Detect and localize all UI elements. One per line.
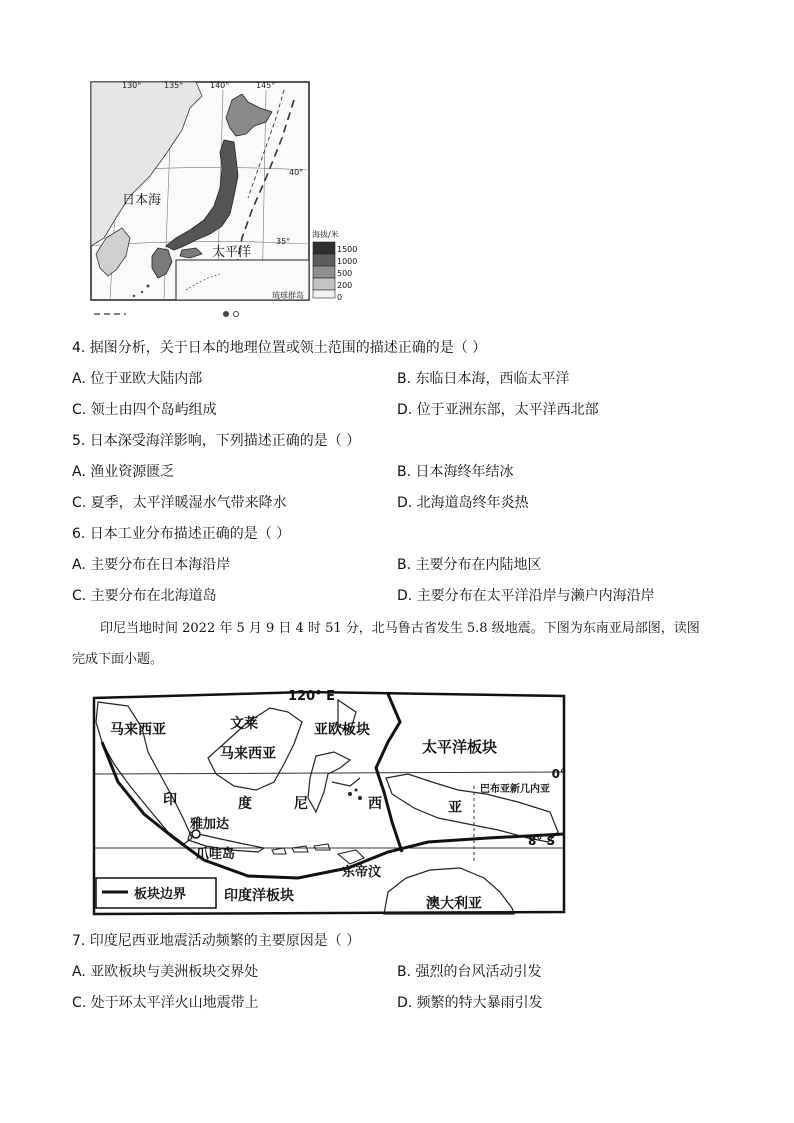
malaysia-label: 马来西亚 bbox=[110, 722, 166, 738]
legend-value: 0 bbox=[337, 293, 343, 302]
q5-option-b[interactable]: B. 日本海终年结冰 bbox=[397, 464, 514, 480]
sea-map-svg bbox=[88, 682, 572, 918]
indonesia-char-5: 亚 bbox=[448, 800, 462, 816]
q6-option-a[interactable]: A. 主要分布在日本海沿岸 bbox=[72, 557, 231, 573]
lat-label: 40° bbox=[289, 168, 304, 177]
southeast-asia-map bbox=[88, 682, 572, 918]
indonesia-char-2: 度 bbox=[238, 796, 252, 812]
indonesia-char-1: 印 bbox=[163, 792, 177, 808]
legend-value: 500 bbox=[337, 269, 353, 278]
brunei-label: 文莱 bbox=[230, 716, 258, 732]
q4-option-c[interactable]: C. 领土由四个岛屿组成 bbox=[72, 402, 217, 418]
pacific-plate-label: 太平洋板块 bbox=[422, 738, 498, 756]
legend-swatch-200 bbox=[313, 278, 335, 290]
legend-value: 200 bbox=[337, 281, 353, 290]
lat-0-label: 0° bbox=[551, 767, 566, 781]
lon-label: 135° bbox=[164, 81, 184, 90]
lon-120e-label: 120° E bbox=[288, 689, 336, 704]
sea-of-japan-label: 日本海 bbox=[122, 193, 162, 208]
japan-map-svg bbox=[86, 78, 358, 320]
intro-line-2: 完成下面小题。 bbox=[72, 652, 164, 667]
q4-option-b[interactable]: B. 东临日本海，西临太平洋 bbox=[397, 371, 570, 387]
malaysia-borneo-label: 马来西亚 bbox=[220, 746, 276, 762]
q6-option-b[interactable]: B. 主要分布在内陆地区 bbox=[397, 557, 542, 573]
australia-label: 澳大利亚 bbox=[426, 896, 482, 912]
indonesia-char-4: 西 bbox=[368, 796, 382, 812]
q5-option-c[interactable]: C. 夏季，太平洋暖湿水气带来降水 bbox=[72, 495, 287, 511]
question-7-stem: 7. 印度尼西亚地震活动频繁的主要原因是（ ） bbox=[72, 933, 361, 949]
q5-option-a[interactable]: A. 渔业资源匮乏 bbox=[72, 464, 175, 480]
legend-label: 板块边界 bbox=[134, 887, 187, 902]
question-5-stem: 5. 日本深受海洋影响，下列描述正确的是（ ） bbox=[72, 433, 361, 449]
q4-option-d[interactable]: D. 位于亚洲东部，太平洋西北部 bbox=[397, 402, 599, 418]
lat-8s-label: 8° S bbox=[528, 834, 556, 848]
q4-option-a[interactable]: A. 位于亚欧大陆内部 bbox=[72, 371, 203, 387]
legend-swatch-1000 bbox=[313, 254, 335, 266]
point-legend-mark bbox=[223, 311, 229, 317]
q6-option-d[interactable]: D. 主要分布在太平洋沿岸与濑户内海沿岸 bbox=[397, 588, 655, 604]
japan-map bbox=[86, 78, 358, 320]
east-timor-label: 东帝汶 bbox=[342, 865, 382, 880]
intro-line-1: 印尼当地时间 2022 年 5 月 9 日 4 时 51 分，北马鲁古省发生 5.8 级地震。下图为东南亚局部图，读图 bbox=[100, 621, 700, 636]
question-4-stem: 4. 据图分析，关于日本的地理位置或领土范围的描述正确的是（ ） bbox=[72, 340, 487, 356]
indonesia-char-3: 尼 bbox=[294, 796, 308, 812]
indian-plate-label: 印度洋板块 bbox=[224, 888, 294, 904]
lat-label: 35° bbox=[276, 237, 291, 246]
ryukyu-label: 琉球群岛 bbox=[272, 291, 304, 300]
q7-option-b[interactable]: B. 强烈的台风活动引发 bbox=[397, 964, 542, 980]
q7-option-c[interactable]: C. 处于环太平洋火山地震带上 bbox=[72, 995, 259, 1011]
png-label: 巴布亚新几内亚 bbox=[480, 784, 550, 795]
legend-title: 海拔/米 bbox=[312, 230, 339, 239]
q6-option-c[interactable]: C. 主要分布在北海道岛 bbox=[72, 588, 217, 604]
q7-option-d[interactable]: D. 频繁的特大暴雨引发 bbox=[397, 995, 543, 1011]
lon-label: 140° bbox=[210, 81, 230, 90]
q7-option-a[interactable]: A. 亚欧板块与美洲板块交界处 bbox=[72, 964, 259, 980]
legend-swatch-0 bbox=[313, 290, 335, 298]
legend-swatch-500 bbox=[313, 266, 335, 278]
legend-value: 1500 bbox=[337, 245, 358, 254]
jakarta-label: 雅加达 bbox=[190, 817, 230, 832]
lon-label: 145° bbox=[256, 81, 276, 90]
pacific-label: 太平洋 bbox=[212, 245, 252, 260]
q5-option-d[interactable]: D. 北海道岛终年炎热 bbox=[397, 495, 529, 511]
legend-value: 1000 bbox=[337, 257, 358, 266]
java-label: 爪哇岛 bbox=[196, 847, 236, 862]
lon-label: 130° bbox=[122, 81, 142, 90]
question-6-stem: 6. 日本工业分布描述正确的是（ ） bbox=[72, 526, 291, 542]
legend-swatch-1500 bbox=[313, 242, 335, 254]
eurasian-plate-label: 亚欧板块 bbox=[314, 722, 370, 738]
